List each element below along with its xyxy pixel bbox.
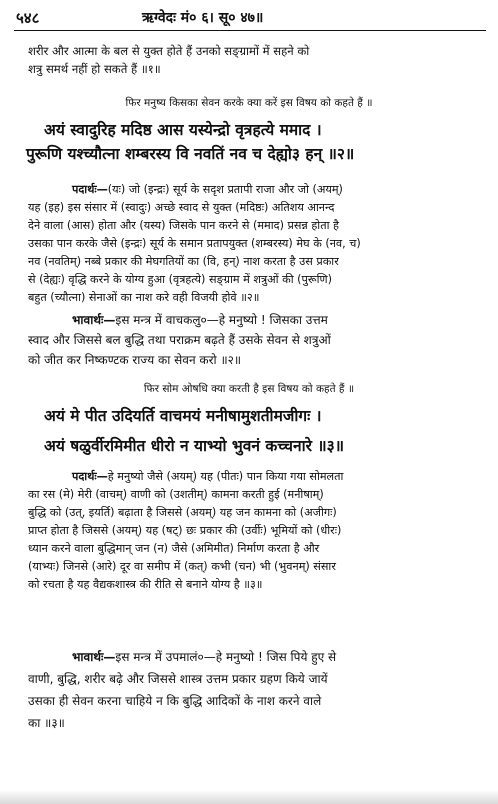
text-line: स्वाद और जिससे बल बुद्धि तथा पराक्रम बढ़ते हैं उसके सेवन से शत्रुओं xyxy=(28,333,331,347)
header-rule xyxy=(14,30,486,31)
bhavartha-label: भावार्थः— xyxy=(72,650,116,664)
text-line: बहुत (च्यौत्ना) सेनाओं का नाश करे वही विजयी होवे ॥२॥ xyxy=(28,291,260,304)
text-line: का रस (मे) मेरी (वाचम्) वाणी को (उशतीम्) कामना करती हुई (मनीषाम्) xyxy=(28,488,324,501)
bhavartha-label: भावार्थः— xyxy=(72,313,116,327)
text-line: ध्यान करने वाला बुद्धिमान् जन (न) जैसे (अमिमीत) निर्माण करता है और xyxy=(28,542,320,555)
mantra-line: अयं षळुर्वीरमिमीत धीरो न याभ्यो भुवनं कच्चनारे ॥३॥ xyxy=(44,436,344,455)
mantra-2 xyxy=(26,118,484,166)
text-line: (याभ्यः) जिनसे (आरे) दूर वा समीप में (कत्) कभी (चन) भी (भुवनम्) संसार xyxy=(28,560,336,573)
text-line: यह (इह) इस संसार में (स्वादुः) अच्छे स्वाद से युक्त (मदिष्ठः) अतिशय आनन्द xyxy=(28,201,335,214)
text-line: देने वाला (आस) होता और (यस्य) जिसके पान करने से (ममाद) प्रसन्न होता है xyxy=(28,219,339,232)
running-title: ऋग्वेदः मं० ६। सू० ४७॥ xyxy=(142,10,264,26)
text-line: शत्रु समर्थ नहीं हो सकते हैं ॥१॥ xyxy=(28,62,161,76)
padartha-2 xyxy=(28,181,480,307)
text-line: नव (नवतिम्) नब्बे प्रकार की मेघगतियों का (वि, हन्) नाश करता है उस प्रकार xyxy=(28,255,339,268)
previous-paragraph-end xyxy=(28,42,480,78)
mantra-line: पुरूणि यश्च्यौत्ना शम्बरस्य वि नवतिं नव च देह्यो३ हन् ॥२॥ xyxy=(26,144,355,163)
padartha-3 xyxy=(28,468,480,594)
page-bottom-shadow xyxy=(0,790,498,804)
text-line: प्राप्त होता है जिससे (अयम्) यह (षट्) छः प्रकार की (उर्वीः) भूमियों को (धीरः) xyxy=(28,524,342,537)
text-line: इस मन्त्र में उपमालं०—हे मनुष्यो ! जिस पिये हुए से xyxy=(115,650,337,664)
section-intro-3: फिर सोम ओषधि क्या करती है इस विषय को कहते हैं ॥ xyxy=(143,383,355,395)
text-line: उसका पान करके जैसे (इन्द्रः) सूर्य के समान प्रतापयुक्त (शम्बरस्य) मेघ के (नव, च) xyxy=(28,237,361,250)
mantra-line: अयं स्वादुरिह मदिष्ठ आस यस्येन्द्रो वृत्रहत्ये ममाद । xyxy=(44,120,322,139)
text-line: (यः) जो (इन्द्रः) सूर्य के सदृश प्रतापी राजा और जो (अयम्) xyxy=(107,183,343,196)
page-header xyxy=(16,6,484,28)
text-line: बुद्धि को (उत्, इयर्ति) बढ़ाता है जिससे (अयम्) यह जन कामना को (अजीगः) xyxy=(28,506,337,519)
text-line: उसका ही सेवन करना चाहिये न कि बुद्धि आदिकों के नाश करने वाले xyxy=(28,694,322,708)
mantra-line: अयं मे पीत उदियर्ति वाचमयं मनीषामुशतीमजीगः । xyxy=(44,406,322,425)
text-line: शरीर और आत्मा के बल से युक्त होते हैं उनको सङ्ग्रामों में सहने को xyxy=(28,44,310,58)
bhavartha-2 xyxy=(28,310,480,370)
text-line: को जीत कर निष्कण्टक राज्य का सेवन करो ॥२॥ xyxy=(28,353,242,367)
text-line: से (देह्यः) वृद्धि करने के योग्य हुआ (वृत्रहत्ये) सङ्ग्राम में शत्रुओं की (पुरूणि) xyxy=(28,273,332,286)
padartha-label: पदार्थः— xyxy=(72,470,108,483)
page-number: ५४८ xyxy=(16,9,40,27)
text-line: वाणी, बुद्धि, शरीर बढ़े और जिससे शास्त्र उत्तम प्रकार ग्रहण किये जायें xyxy=(28,672,328,686)
text-line: हे मनुष्यो जैसे (अयम्) यह (पीतः) पान किया गया सोमलता xyxy=(107,470,344,483)
text-line: इस मन्त्र में वाचकलु०—हे मनुष्यो ! जिसका उत्तम xyxy=(115,313,328,327)
section-intro-2: फिर मनुष्य किसका सेवन करके क्या करें इस विषय को कहते हैं ॥ xyxy=(125,97,373,109)
text-line: का ॥३॥ xyxy=(28,716,65,730)
mantra-3 xyxy=(44,404,484,458)
bhavartha-3 xyxy=(28,646,480,734)
text-line: को रचता है यह वैद्यकशास्त्र की रीति से बनाने योग्य है ॥३॥ xyxy=(28,578,263,591)
padartha-label: पदार्थः— xyxy=(72,183,108,196)
